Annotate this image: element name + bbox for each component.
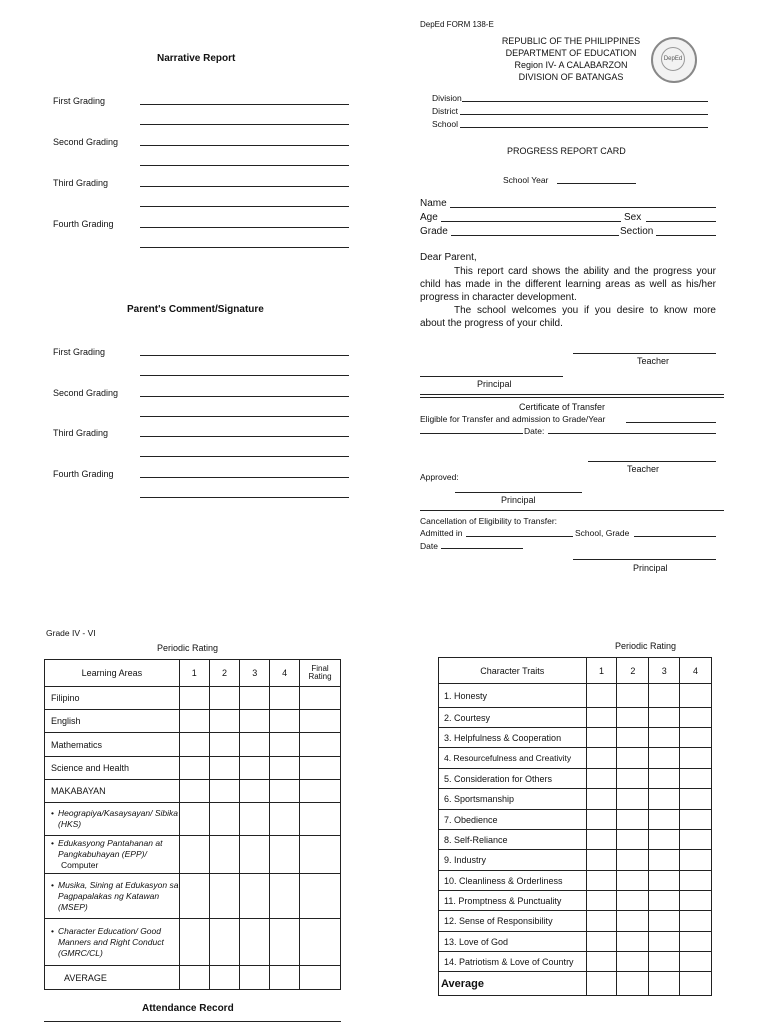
header-character-traits: Character Traits xyxy=(439,658,587,684)
grade-cell[interactable] xyxy=(300,757,341,780)
name-field[interactable] xyxy=(450,207,716,208)
subject-filipino: Filipino xyxy=(45,687,180,710)
transfer-principal-line[interactable] xyxy=(455,492,582,493)
trait-cell[interactable] xyxy=(680,932,712,952)
grade-cell[interactable] xyxy=(300,733,341,757)
grade-cell[interactable] xyxy=(240,733,270,757)
trait-cell[interactable] xyxy=(586,769,617,789)
grade-cell[interactable] xyxy=(179,803,209,836)
narrative-fourth-line[interactable] xyxy=(140,227,349,228)
grade-cell[interactable] xyxy=(240,966,270,990)
school-year-label: School Year xyxy=(503,175,549,185)
grades-periodic-label: Periodic Rating xyxy=(157,643,219,653)
trait-honesty: 1. Honesty xyxy=(439,684,587,708)
trait-helpfulness: 3. Helpfulness & Cooperation xyxy=(439,728,587,748)
trait-cell[interactable] xyxy=(617,810,649,830)
trait-cell[interactable] xyxy=(617,748,649,769)
grade-cell[interactable] xyxy=(209,803,240,836)
principal-label: Principal xyxy=(477,379,512,389)
narrative-third-line-2[interactable] xyxy=(140,206,349,207)
narrative-first-line[interactable] xyxy=(140,104,349,105)
school-year-field[interactable] xyxy=(557,183,636,184)
form-code: DepEd FORM 138-E xyxy=(420,20,494,29)
transfer-principal-label: Principal xyxy=(501,495,536,505)
divider-1 xyxy=(420,394,724,395)
grade-cell[interactable] xyxy=(270,733,300,757)
character-traits-table xyxy=(438,657,712,996)
section-label: Section xyxy=(620,226,654,237)
header-q2: 2 xyxy=(209,660,240,687)
grade-cell[interactable] xyxy=(300,687,341,710)
subject-hks: • Heograpiya/Kasaysayan/ Sibika (HKS) xyxy=(51,808,178,829)
trait-promptness: 11. Promptness & Punctuality xyxy=(439,891,587,911)
grade-cell[interactable] xyxy=(300,836,341,874)
grade-cell[interactable] xyxy=(270,757,300,780)
trait-self-reliance: 8. Self-Reliance xyxy=(439,830,587,850)
table-row xyxy=(45,687,341,710)
trait-cell[interactable] xyxy=(586,871,617,891)
subject-msep: • Musika, Sining at Edukasyon sa Pagpapalakas ng Katawan (MSEP) xyxy=(51,879,179,912)
school-label: School xyxy=(432,119,458,129)
division-label: Division xyxy=(432,93,462,103)
header-q1: 1 xyxy=(179,660,209,687)
deped-seal-logo: DepEd xyxy=(651,37,697,83)
grade-cell[interactable] xyxy=(209,780,240,803)
narrative-second-line-2[interactable] xyxy=(140,165,349,166)
trait-cell[interactable] xyxy=(680,952,712,972)
trait-industry: 9. Industry xyxy=(439,850,587,871)
grade-cell[interactable] xyxy=(209,919,240,966)
header-q4: 4 xyxy=(270,660,300,687)
grade-cell[interactable] xyxy=(209,733,240,757)
trait-cell[interactable] xyxy=(586,728,617,748)
parent-fourth-line[interactable] xyxy=(140,477,349,478)
age-label: Age xyxy=(420,212,438,223)
trait-responsibility: 12. Sense of Responsibility xyxy=(439,911,587,932)
narrative-third-line[interactable] xyxy=(140,186,349,187)
parent-second-label: Second Grading xyxy=(53,388,119,398)
trait-cell[interactable] xyxy=(649,932,680,952)
traits-header-q4: 4 xyxy=(680,658,712,684)
trait-cell[interactable] xyxy=(617,871,649,891)
trait-cell[interactable] xyxy=(617,891,649,911)
trait-cell[interactable] xyxy=(649,850,680,871)
grade-cell[interactable] xyxy=(179,687,209,710)
subject-gmrc: • Character Education/ Good Manners and Right Conduct (GMRC/CL) xyxy=(51,925,164,958)
cancel-title: Cancellation of Eligibility to Transfer: xyxy=(420,516,558,526)
traits-periodic-label: Periodic Rating xyxy=(615,641,677,651)
trait-cell[interactable] xyxy=(680,684,712,708)
header-line1: REPUBLIC OF THE PHILIPPINES xyxy=(501,36,641,46)
header-final-rating: Final Rating xyxy=(300,660,341,687)
parent-third-line-2[interactable] xyxy=(140,456,349,457)
trait-cell[interactable] xyxy=(617,952,649,972)
parent-comment-title: Parent's Comment/Signature xyxy=(127,304,264,315)
parent-fourth-label: Fourth Grading xyxy=(53,469,114,479)
grade-cell[interactable] xyxy=(240,687,270,710)
narrative-report-title: Narrative Report xyxy=(157,53,236,64)
grade-cell[interactable] xyxy=(270,919,300,966)
trait-cell[interactable] xyxy=(649,972,680,996)
trait-cell[interactable] xyxy=(649,769,680,789)
subject-computer: Computer xyxy=(61,860,99,870)
grade-cell[interactable] xyxy=(240,919,270,966)
table-row xyxy=(45,710,341,733)
trait-cell[interactable] xyxy=(617,972,649,996)
eligible-extra-field[interactable] xyxy=(420,433,523,434)
trait-cell[interactable] xyxy=(680,871,712,891)
cancel-principal-line[interactable] xyxy=(573,559,716,560)
letter-paragraph-1: This report card shows the ability and the progress your child has made in the different learning areas as well as his/her progress in character development. xyxy=(420,266,716,303)
subject-makabayan: MAKABAYAN xyxy=(45,780,180,803)
trait-cell[interactable] xyxy=(586,932,617,952)
grade-cell[interactable] xyxy=(179,836,209,874)
grade-cell[interactable] xyxy=(270,874,300,919)
grade-cell[interactable] xyxy=(209,966,240,990)
traits-average-label: Average xyxy=(439,972,587,996)
grade-cell[interactable] xyxy=(179,874,209,919)
district-field[interactable] xyxy=(460,114,708,115)
trait-cell[interactable] xyxy=(680,789,712,810)
letter-paragraph-2: The school welcomes you if you desire to know more about the progress of your child. xyxy=(420,305,716,329)
principal-signature-line[interactable] xyxy=(420,376,563,377)
section-field[interactable] xyxy=(656,235,716,236)
cancel-date-field[interactable] xyxy=(441,548,523,549)
narrative-second-line[interactable] xyxy=(140,145,349,146)
trait-cell[interactable] xyxy=(617,911,649,932)
traits-header-q2: 2 xyxy=(617,658,649,684)
transfer-date-field[interactable] xyxy=(548,433,716,434)
sex-field[interactable] xyxy=(646,221,716,222)
transfer-title: Certificate of Transfer xyxy=(519,402,606,412)
trait-cell[interactable] xyxy=(649,911,680,932)
grade-cell[interactable] xyxy=(300,710,341,733)
trait-cell[interactable] xyxy=(680,850,712,871)
grade-field[interactable] xyxy=(451,235,619,236)
trait-cell[interactable] xyxy=(649,789,680,810)
trait-cell[interactable] xyxy=(649,684,680,708)
grade-cell[interactable] xyxy=(179,780,209,803)
grade-cell[interactable] xyxy=(209,757,240,780)
cancel-date-label: Date xyxy=(420,541,438,551)
table-row xyxy=(45,733,341,757)
grades-average-label: AVERAGE xyxy=(45,966,180,990)
trait-cleanliness: 10. Cleanliness & Orderliness xyxy=(439,871,587,891)
header-block xyxy=(486,35,656,83)
cancel-principal-label: Principal xyxy=(633,563,668,573)
header-line4: DIVISION OF BATANGAS xyxy=(518,72,624,82)
trait-cell[interactable] xyxy=(649,728,680,748)
parent-second-line[interactable] xyxy=(140,396,349,397)
name-label: Name xyxy=(420,198,447,209)
admitted-field[interactable] xyxy=(466,536,573,537)
table-row xyxy=(45,966,341,990)
grade-cell[interactable] xyxy=(270,966,300,990)
parent-first-label: First Grading xyxy=(53,347,106,357)
teacher-signature-line[interactable] xyxy=(573,353,716,354)
trait-cell[interactable] xyxy=(617,850,649,871)
trait-courtesy: 2. Courtesy xyxy=(439,708,587,728)
trait-cell[interactable] xyxy=(586,810,617,830)
trait-cell[interactable] xyxy=(586,684,617,708)
transfer-teacher-label: Teacher xyxy=(627,464,660,474)
narrative-second-label: Second Grading xyxy=(53,137,119,147)
subject-mathematics: Mathematics xyxy=(45,733,180,757)
trait-love-of-god: 13. Love of God xyxy=(439,932,587,952)
parent-fourth-line-2[interactable] xyxy=(140,497,349,498)
grade-cell[interactable] xyxy=(179,919,209,966)
sex-label: Sex xyxy=(624,212,642,223)
trait-cell[interactable] xyxy=(586,952,617,972)
grade-cell[interactable] xyxy=(240,874,270,919)
table-row xyxy=(45,803,341,836)
grade-cell[interactable] xyxy=(240,803,270,836)
traits-header-q3: 3 xyxy=(649,658,680,684)
trait-cell[interactable] xyxy=(586,748,617,769)
subject-science: Science and Health xyxy=(45,757,180,780)
grade-level-label: Grade IV - VI xyxy=(46,628,96,638)
grade-cell[interactable] xyxy=(240,757,270,780)
trait-cell[interactable] xyxy=(680,911,712,932)
divider-2 xyxy=(420,397,724,398)
eligible-grade-field[interactable] xyxy=(626,422,716,423)
trait-cell[interactable] xyxy=(649,748,680,769)
grade-cell[interactable] xyxy=(270,710,300,733)
trait-cell[interactable] xyxy=(680,972,712,996)
parent-first-line-2[interactable] xyxy=(140,375,349,376)
age-field[interactable] xyxy=(441,221,621,222)
trait-cell[interactable] xyxy=(617,728,649,748)
trait-cell[interactable] xyxy=(680,728,712,748)
trait-patriotism: 14. Patriotism & Love of Country xyxy=(439,952,587,972)
eligible-label: Eligible for Transfer and admission to Grade/Year xyxy=(420,414,606,424)
division-field[interactable] xyxy=(462,101,708,102)
grade-cell[interactable] xyxy=(179,966,209,990)
trait-consideration: 5. Consideration for Others xyxy=(439,769,587,789)
trait-cell[interactable] xyxy=(586,850,617,871)
trait-cell[interactable] xyxy=(680,708,712,728)
table-row xyxy=(45,874,341,919)
trait-cell[interactable] xyxy=(617,684,649,708)
learning-areas-table xyxy=(44,659,341,990)
header-q3: 3 xyxy=(240,660,270,687)
grade-cell[interactable] xyxy=(209,874,240,919)
grade-cell[interactable] xyxy=(240,836,270,874)
school-grade-field[interactable] xyxy=(634,536,716,537)
trait-cell[interactable] xyxy=(649,810,680,830)
trait-cell[interactable] xyxy=(617,932,649,952)
traits-header-q1: 1 xyxy=(586,658,617,684)
approved-label: Approved: xyxy=(420,472,459,482)
trait-cell[interactable] xyxy=(586,830,617,850)
trait-cell[interactable] xyxy=(649,830,680,850)
school-field[interactable] xyxy=(460,127,708,128)
grade-cell[interactable] xyxy=(300,780,341,803)
grade-cell[interactable] xyxy=(300,966,341,990)
grade-cell[interactable] xyxy=(240,780,270,803)
grade-cell[interactable] xyxy=(300,874,341,919)
narrative-first-label: First Grading xyxy=(53,96,106,106)
grade-cell[interactable] xyxy=(300,803,341,836)
trait-sportsmanship: 6. Sportsmanship xyxy=(439,789,587,810)
subject-epp: • Edukasyong Pantahanan at Pangkabuhayan (EPP)/ xyxy=(51,838,163,859)
grade-cell[interactable] xyxy=(300,919,341,966)
trait-cell[interactable] xyxy=(649,952,680,972)
table-row xyxy=(45,919,341,966)
grade-cell[interactable] xyxy=(240,710,270,733)
narrative-first-line-2[interactable] xyxy=(140,124,349,125)
table-row xyxy=(45,836,341,874)
grade-cell[interactable] xyxy=(270,780,300,803)
grade-cell[interactable] xyxy=(270,803,300,836)
parent-second-line-2[interactable] xyxy=(140,416,349,417)
trait-cell[interactable] xyxy=(586,708,617,728)
trait-cell[interactable] xyxy=(617,789,649,810)
parent-third-label: Third Grading xyxy=(53,428,109,438)
header-learning-areas: Learning Areas xyxy=(45,660,180,687)
subject-english: English xyxy=(45,710,180,733)
trait-cell[interactable] xyxy=(680,769,712,789)
narrative-fourth-label: Fourth Grading xyxy=(53,219,114,229)
parent-third-line[interactable] xyxy=(140,436,349,437)
header-line3: Region IV- A CALABARZON xyxy=(514,60,628,70)
trait-cell[interactable] xyxy=(617,769,649,789)
trait-cell[interactable] xyxy=(586,891,617,911)
grade-label: Grade xyxy=(420,226,448,237)
narrative-third-label: Third Grading xyxy=(53,178,109,188)
transfer-teacher-line[interactable] xyxy=(588,461,716,462)
admitted-label: Admitted in xyxy=(420,528,463,538)
trait-cell[interactable] xyxy=(586,911,617,932)
trait-cell[interactable] xyxy=(617,708,649,728)
district-label: District xyxy=(432,106,458,116)
progress-card-title: PROGRESS REPORT CARD xyxy=(507,146,626,156)
table-row xyxy=(45,757,341,780)
grade-cell[interactable] xyxy=(179,733,209,757)
trait-cell[interactable] xyxy=(649,708,680,728)
trait-cell[interactable] xyxy=(680,810,712,830)
divider-3 xyxy=(420,510,724,511)
trait-cell[interactable] xyxy=(680,748,712,769)
trait-resourcefulness: 4. Resourcefulness and Creativity xyxy=(439,748,587,769)
trait-cell[interactable] xyxy=(680,830,712,850)
trait-obedience: 7. Obedience xyxy=(439,810,587,830)
trait-cell[interactable] xyxy=(586,789,617,810)
table-row xyxy=(45,780,341,803)
narrative-fourth-line-2[interactable] xyxy=(140,247,349,248)
attendance-table-top xyxy=(44,1021,341,1022)
grade-cell[interactable] xyxy=(270,836,300,874)
grade-cell[interactable] xyxy=(209,710,240,733)
parent-first-line[interactable] xyxy=(140,355,349,356)
trait-cell[interactable] xyxy=(649,891,680,911)
grade-cell[interactable] xyxy=(270,687,300,710)
transfer-date-label: Date: xyxy=(524,426,545,436)
grade-cell[interactable] xyxy=(179,710,209,733)
school-grade-label: School, Grade xyxy=(575,528,630,538)
trait-cell[interactable] xyxy=(617,830,649,850)
grade-cell[interactable] xyxy=(209,687,240,710)
grade-cell[interactable] xyxy=(209,836,240,874)
trait-cell[interactable] xyxy=(649,871,680,891)
header-line2: DEPARTMENT OF EDUCATION xyxy=(505,48,637,58)
attendance-title: Attendance Record xyxy=(142,1003,234,1014)
grade-cell[interactable] xyxy=(179,757,209,780)
trait-cell[interactable] xyxy=(680,891,712,911)
teacher-label: Teacher xyxy=(637,356,670,366)
trait-cell[interactable] xyxy=(586,972,617,996)
letter-salutation: Dear Parent, xyxy=(420,252,477,263)
